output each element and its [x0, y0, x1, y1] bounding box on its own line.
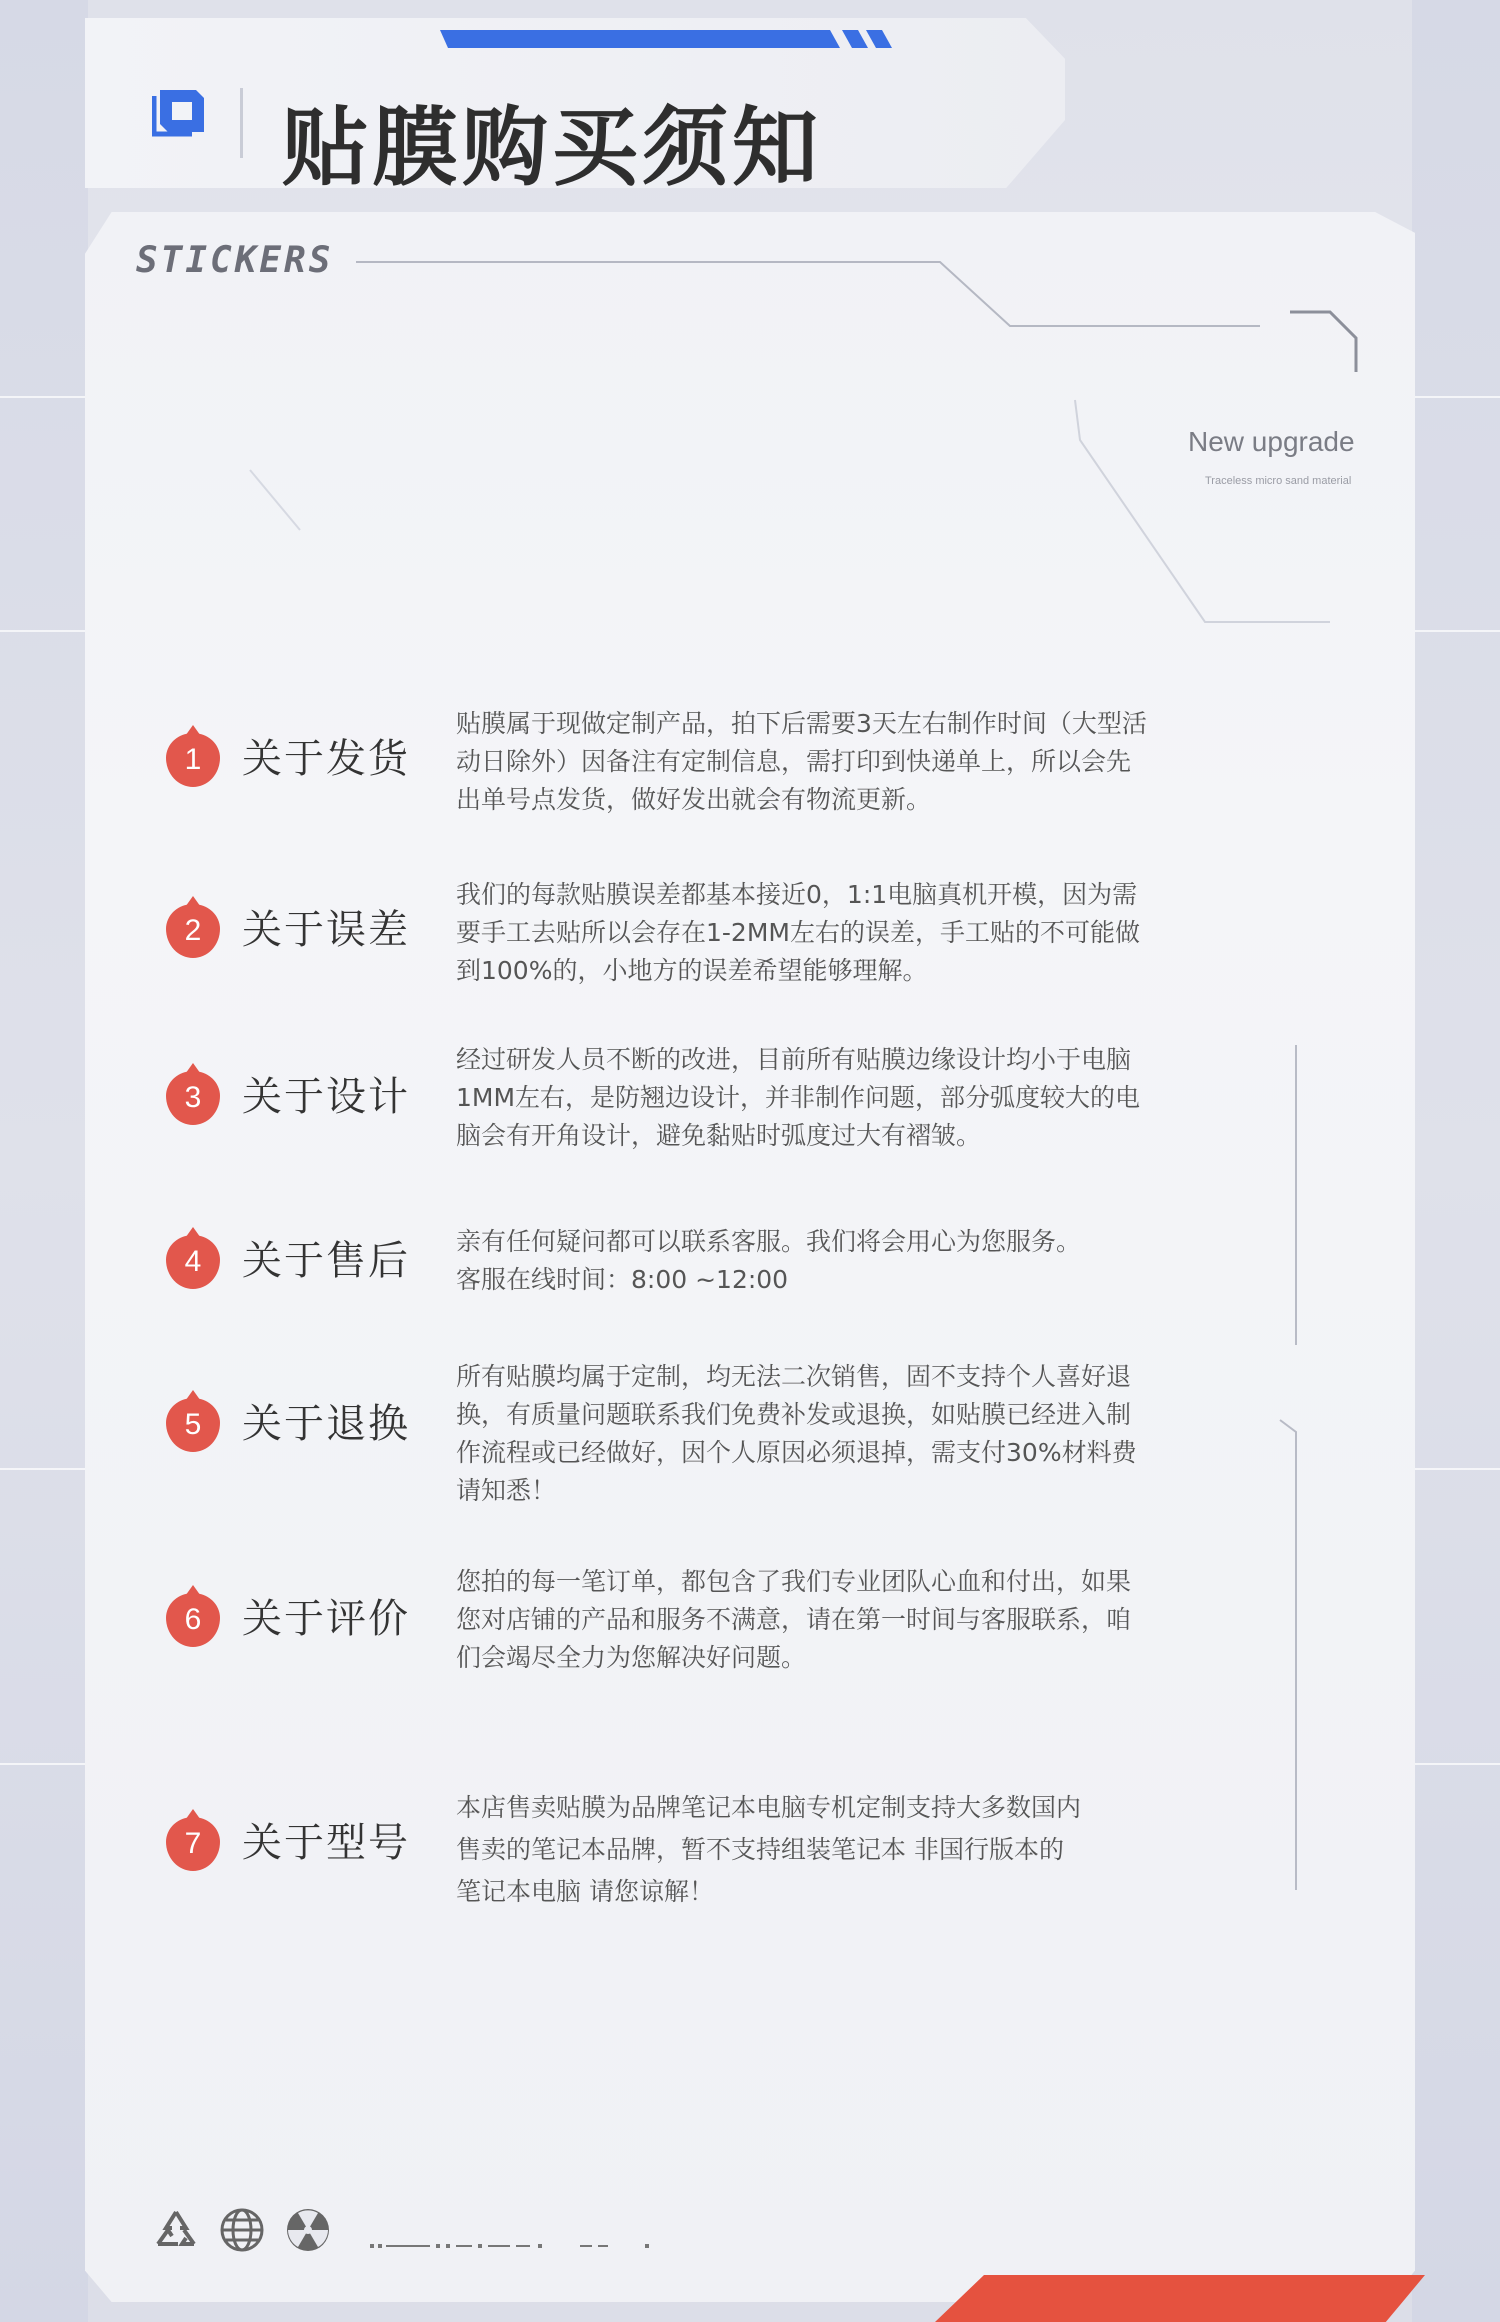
item-line: 笔记本电脑 请您谅解！ — [456, 1877, 714, 1906]
item-body — [456, 876, 1236, 990]
item-title: 关于退换 — [242, 1401, 410, 1447]
number-badge: 3 — [166, 1071, 220, 1125]
globe-icon — [218, 2206, 266, 2254]
recycle-icon — [152, 2206, 200, 2254]
page-title: 贴膜购买须知 — [282, 98, 822, 198]
item-line: 作流程或已经做好，因个人原因必须退掉，需支付30%材料费 — [456, 1438, 1137, 1467]
number-badge: 6 — [166, 1593, 220, 1647]
item-title: 关于评价 — [242, 1596, 410, 1642]
item-line: 请知悉！ — [456, 1476, 557, 1505]
item-line: 您对店铺的产品和服务不满意，请在第一时间与客服联系，咱 — [456, 1605, 1132, 1634]
item-line: 出单号点发货，做好发出就会有物流更新。 — [456, 785, 932, 814]
item-title: 关于型号 — [242, 1820, 410, 1866]
item-body — [456, 705, 1236, 819]
item-body — [456, 1358, 1236, 1510]
item-body — [456, 1223, 1236, 1299]
item-line: 所有贴膜均属于定制，均无法二次销售，固不支持个人喜好退 — [456, 1362, 1132, 1391]
radiation-icon — [284, 2206, 332, 2254]
item-title: 关于设计 — [242, 1074, 410, 1120]
item-title: 关于发货 — [242, 736, 410, 782]
item-line: 我们的每款贴膜误差都基本接近0，1:1电脑真机开模，因为需 — [456, 880, 1138, 909]
footer-icons — [152, 2206, 332, 2254]
upgrade-subtitle: Traceless micro sand material — [1205, 475, 1352, 487]
footer-accent-stripe — [935, 2275, 1425, 2322]
item-line: 要手工去贴所以会存在1-2MM左右的误差，手工贴的不可能做 — [456, 918, 1140, 947]
item-line: 经过研发人员不断的改进，目前所有贴膜边缘设计均小于电脑 — [456, 1045, 1132, 1074]
item-line: 换，有质量问题联系我们免费补发或退换，如贴膜已经进入制 — [456, 1400, 1132, 1429]
item-body — [456, 1563, 1236, 1677]
number-badge: 4 — [166, 1235, 220, 1289]
item-line: 们会竭尽全力为您解决好问题。 — [456, 1643, 807, 1672]
item-body — [456, 1041, 1236, 1155]
item-line: 脑会有开角设计，避免黏贴时弧度过大有褶皱。 — [456, 1121, 982, 1150]
footer-dotted-line — [370, 2242, 670, 2250]
stickers-label: STICKERS — [136, 240, 334, 281]
item-body — [456, 1787, 1236, 1913]
number-badge: 7 — [166, 1817, 220, 1871]
item-line: 客服在线时间：8:00 ~12:00 — [456, 1265, 789, 1294]
item-line: 1MM左右，是防翘边设计，并非制作问题，部分弧度较大的电 — [456, 1083, 1141, 1112]
item-line: 贴膜属于现做定制产品，拍下后需要3天左右制作时间（大型活 — [456, 709, 1147, 738]
item-line: 本店售卖贴膜为品牌笔记本电脑专机定制支持大多数国内 — [456, 1793, 1082, 1822]
number-badge: 2 — [166, 904, 220, 958]
number-badge: 1 — [166, 733, 220, 787]
item-title: 关于售后 — [242, 1238, 410, 1284]
item-title: 关于误差 — [242, 907, 410, 953]
number-badge: 5 — [166, 1398, 220, 1452]
item-line: 售卖的笔记本品牌，暂不支持组装笔记本 非国行版本的 — [456, 1835, 1064, 1864]
item-line: 亲有任何疑问都可以联系客服。我们将会用心为您服务。 — [456, 1227, 1082, 1256]
upgrade-title: New upgrade — [1188, 426, 1355, 457]
item-line: 动日除外）因备注有定制信息，需打印到快递单上，所以会先 — [456, 747, 1132, 776]
item-line: 您拍的每一笔订单，都包含了我们专业团队心血和付出，如果 — [456, 1567, 1132, 1596]
item-line: 到100%的，小地方的误差希望能够理解。 — [456, 956, 928, 985]
